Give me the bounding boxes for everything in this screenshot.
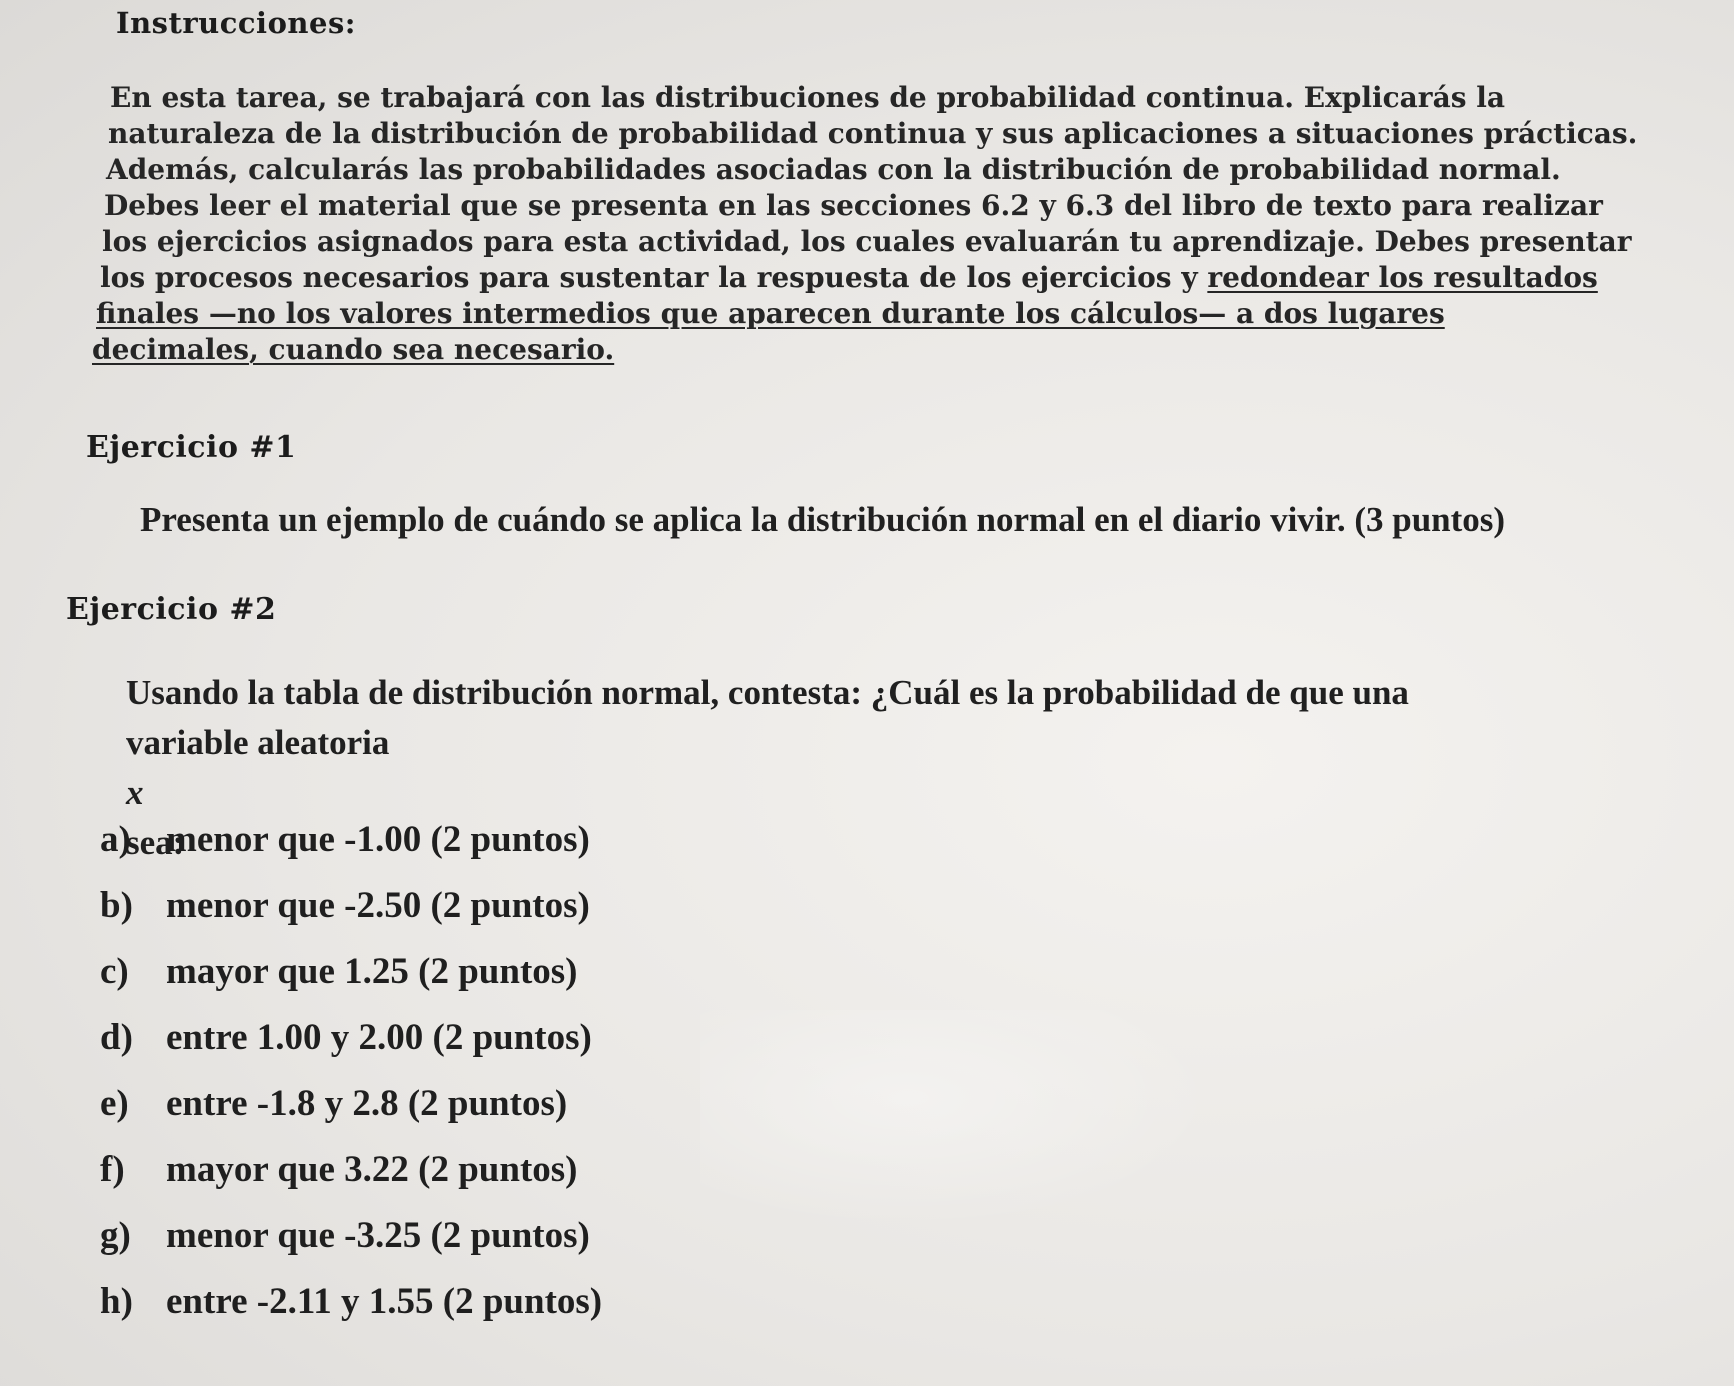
list-item: [100, 1280, 602, 1346]
list-item: [100, 884, 602, 950]
list-item: [100, 818, 602, 884]
exercise2-heading: Ejercicio #2: [66, 592, 277, 627]
item-text: entre -2.11 y 1.55 (2 puntos): [166, 1281, 603, 1322]
list-item: [100, 1148, 602, 1214]
intro-line: naturaleza de la distribución de probabilidad continua y sus aplicaciones a situaciones prácticas.: [108, 117, 1638, 150]
item-text: mayor que 3.22 (2 puntos): [166, 1149, 578, 1190]
underlined-line: finales —no los valores intermedios que aparecen durante los cálculos— a dos lugares: [96, 297, 1445, 330]
item-label: b): [100, 885, 133, 926]
list-item: [100, 1082, 602, 1148]
intro-line: Debes leer el material que se presenta en las secciones 6.2 y 6.3 del libro de texto para realizar: [104, 189, 1603, 222]
intro-line: En esta tarea, se trabajará con las distribuciones de probabilidad continua. Explicarás la: [110, 81, 1505, 114]
underlined-text: redondear los resultados: [1207, 261, 1598, 294]
variable-x: x: [126, 773, 144, 812]
item-label: c): [100, 951, 129, 992]
exercise1-text: Presenta un ejemplo de cuándo se aplica la distribución normal en el diario vivir. (3 puntos): [140, 500, 1506, 539]
item-text: mayor que 1.25 (2 puntos): [166, 951, 578, 992]
item-text: menor que -2.50 (2 puntos): [166, 885, 590, 926]
instructions-heading: Instrucciones:: [116, 6, 356, 40]
item-text: menor que -1.00 (2 puntos): [166, 819, 590, 860]
prompt-line: Usando la tabla de distribución normal, contesta: ¿Cuál es la probabilidad de que una: [126, 673, 1409, 712]
item-label: e): [100, 1083, 129, 1124]
exercise1-heading: Ejercicio #1: [86, 430, 297, 465]
item-text: menor que -3.25 (2 puntos): [166, 1215, 590, 1256]
prompt-text: variable aleatoria: [126, 723, 390, 762]
intro-line: los ejercicios asignados para esta actividad, los cuales evaluarán tu aprendizaje. Debes presentar: [102, 225, 1632, 258]
instructions-paragraph: [90, 80, 1690, 368]
list-item: [100, 1214, 602, 1280]
paper-crease: [700, 1010, 1220, 1230]
item-label: d): [100, 1017, 133, 1058]
item-label: g): [100, 1215, 131, 1256]
exercise2-list: [100, 818, 602, 1346]
item-label: a): [100, 819, 131, 860]
item-label: h): [100, 1281, 133, 1322]
intro-text: los procesos necesarios para sustentar la respuesta de los ejercicios y: [100, 261, 1208, 294]
item-label: f): [100, 1149, 125, 1190]
list-item: [100, 1016, 602, 1082]
intro-line: [100, 260, 1690, 296]
intro-line: Además, calcularás las probabilidades asociadas con la distribución de probabilidad normal.: [106, 153, 1561, 186]
prompt-text: sea:: [126, 823, 185, 862]
item-text: entre -1.8 y 2.8 (2 puntos): [166, 1083, 568, 1124]
underlined-line: decimales, cuando sea necesario.: [92, 333, 615, 366]
list-item: [100, 950, 602, 1016]
item-text: entre 1.00 y 2.00 (2 puntos): [166, 1017, 592, 1058]
